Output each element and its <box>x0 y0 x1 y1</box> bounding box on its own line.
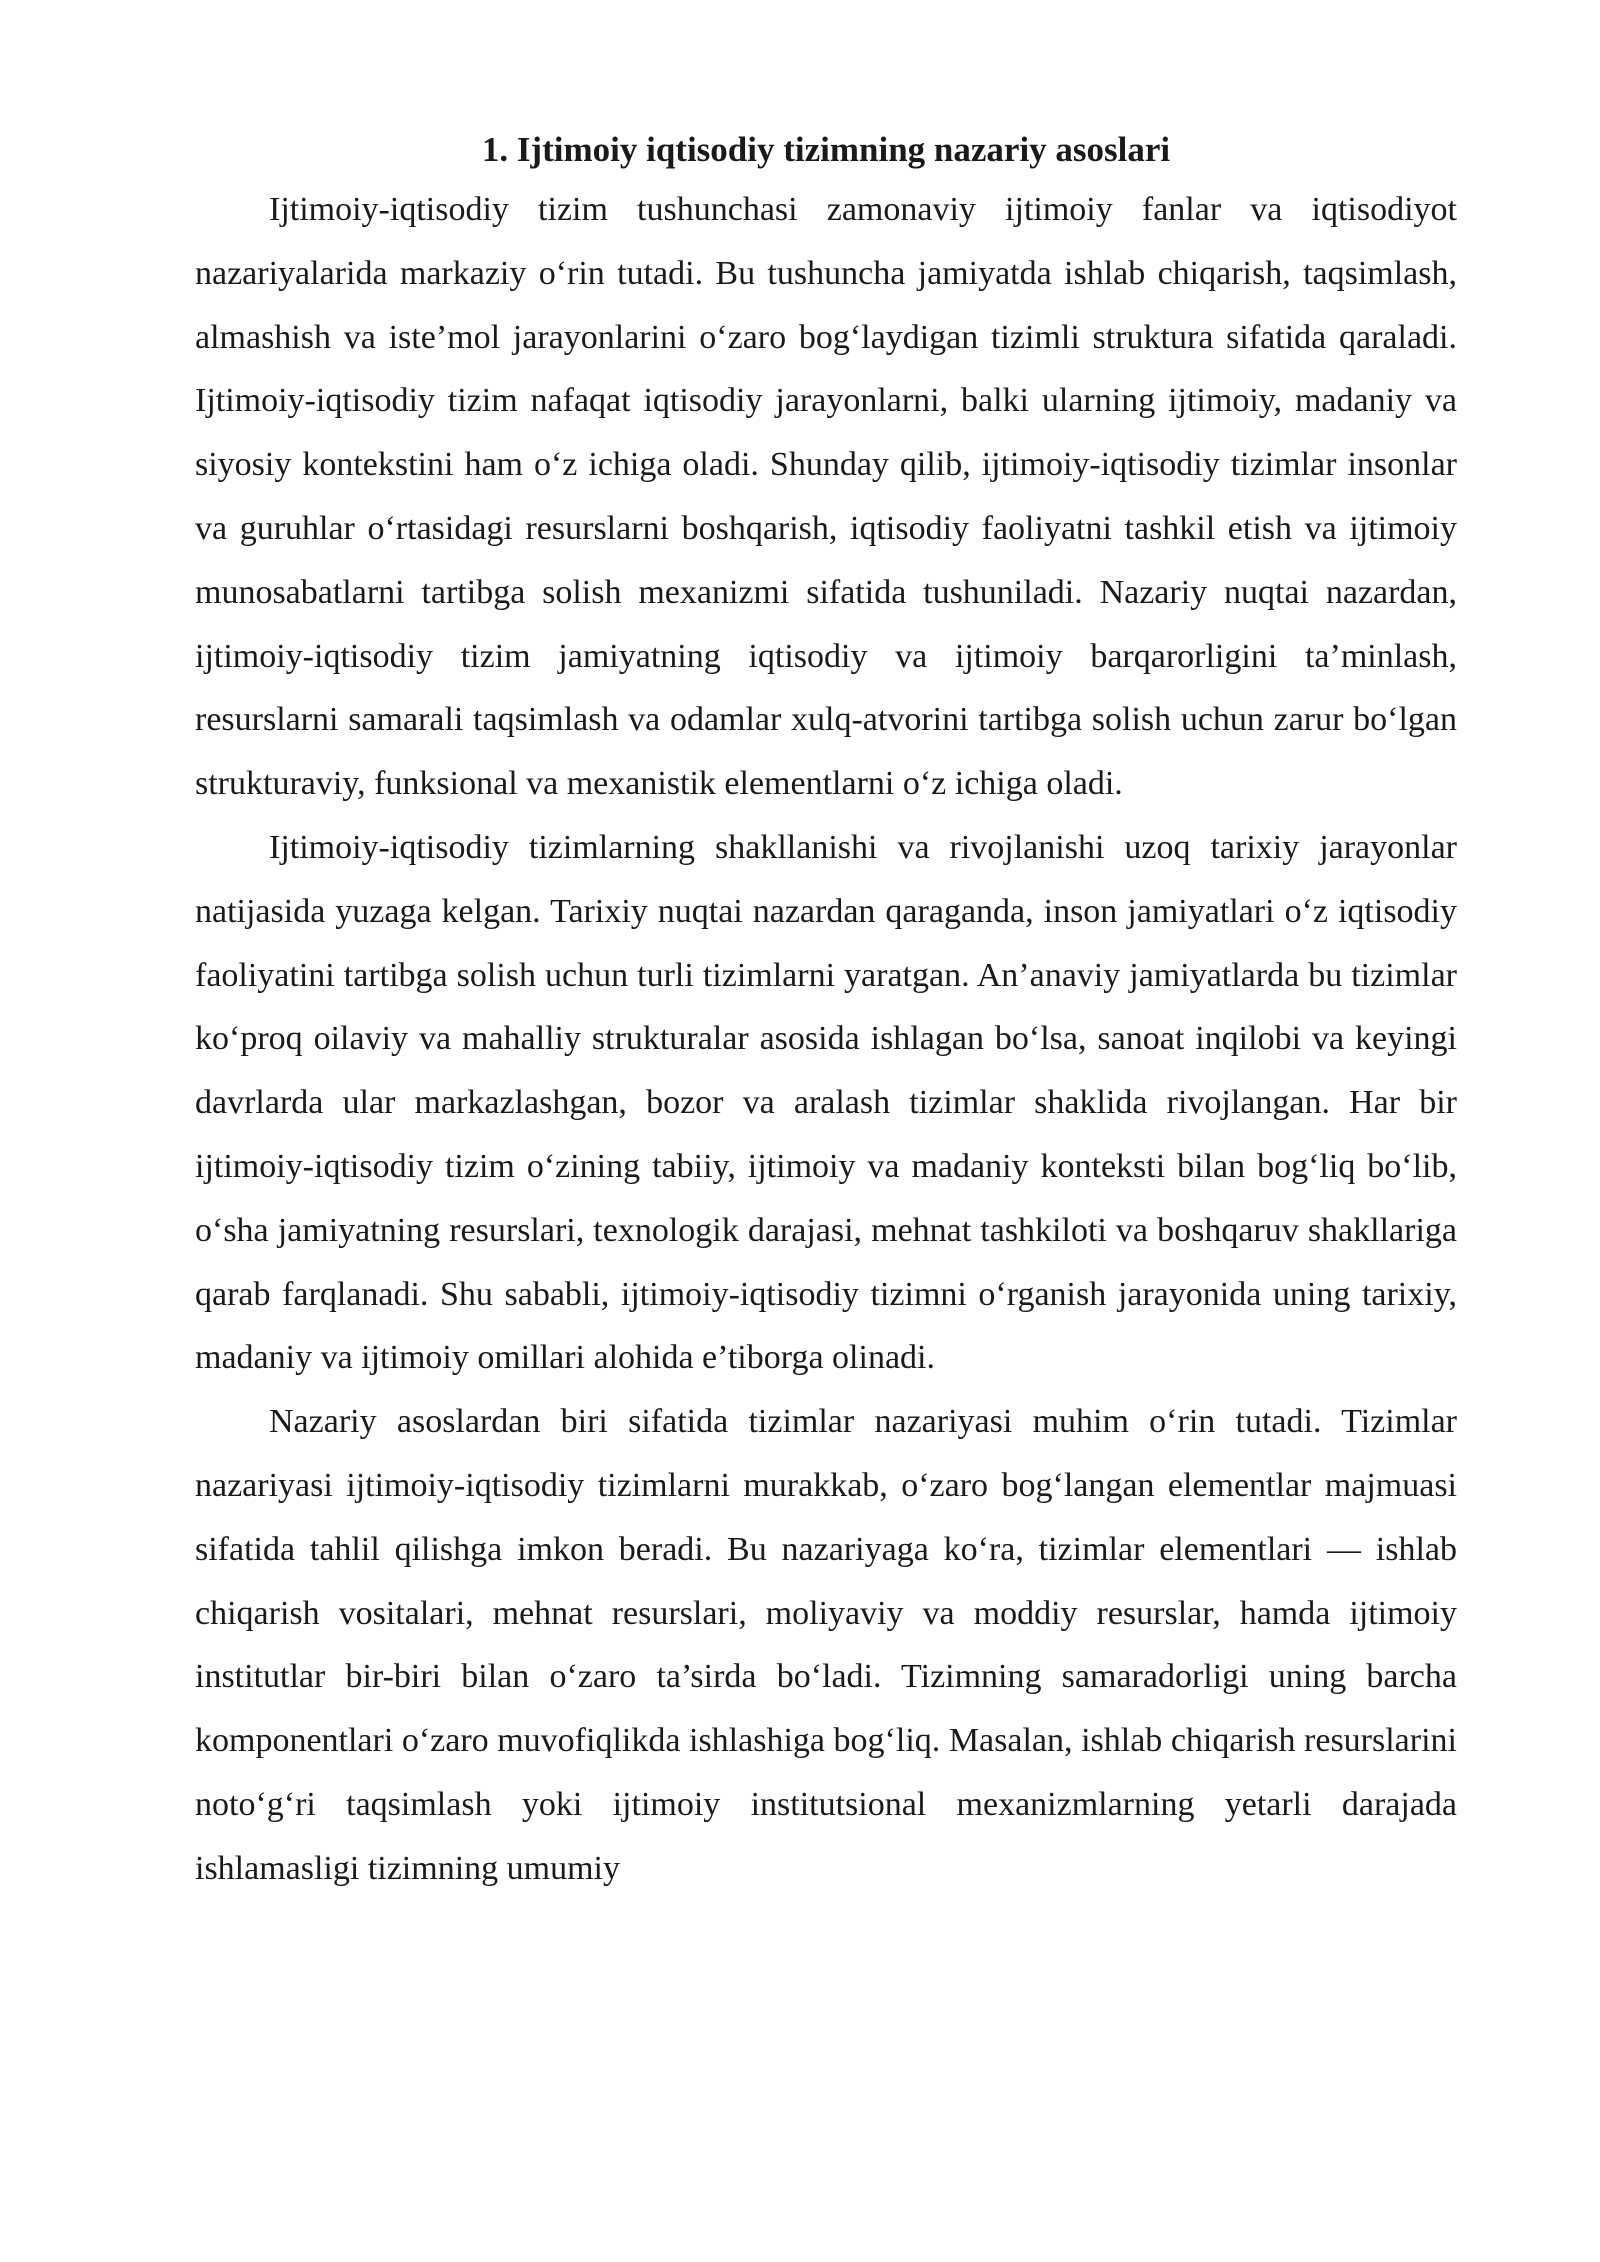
section-title: 1. Ijtimoiy iqtisodiy tizimning nazariy asoslari <box>481 130 1171 169</box>
paragraph-2: Ijtimoiy-iqtisodiy tizimlarning shakllanishi va rivojlanishi uzoq tarixiy jarayonlar natijasida yuzaga kelgan. Tarixiy nuqtai nazardan qaraganda, inson jamiyatlari o‘z iqtisodiy faoliyatini tartibga solish uchun turli tizimlarni yaratgan. An’anaviy jamiyatlarda bu tizimlar ko‘proq oilaviy va mahalliy strukturalar asosida ishlagan bo‘lsa, sanoat inqilobi va keyingi davrlarda ular markazlashgan, bozor va aralash tizimlar shaklida rivojlangan. Har bir ijtimoiy-iqtisodiy tizim o‘zining tabiiy, ijtimoiy va madaniy konteksti bilan bog‘liq bo‘lib, o‘sha jamiyatning resurslari, texnologik darajasi, mehnat tashkiloti va boshqaruv shakllariga qarab farqlanadi. Shu sababli, ijtimoiy-iqtisodiy tizimni o‘rganish jarayonida uning tarixiy, madaniy va ijtimoiy omillari alohida e’tiborga olinadi. <box>195 828 1457 1377</box>
paragraph-1: Ijtimoiy-iqtisodiy tizim tushunchasi zamonaviy ijtimoiy fanlar va iqtisodiyot nazariyalarida markaziy o‘rin tutadi. Bu tushuncha jamiyatda ishlab chiqarish, taqsimlash, almashish va iste’mol jarayonlarini o‘zaro bog‘laydigan tizimli struktura sifatida qaraladi. Ijtimoiy-iqtisodiy tizim nafaqat iqtisodiy jarayonlarni, balki ularning ijtimoiy, madaniy va siyosiy kontekstini ham o‘z ichiga oladi. Shunday qilib, ijtimoiy-iqtisodiy tizimlar insonlar va guruhlar o‘rtasidagi resurslarni boshqarish, iqtisodiy faoliyatni tashkil etish va ijtimoiy munosabatlarni tartibga solish mexanizmi sifatida tushuniladi. Nazariy nuqtai nazardan, ijtimoiy-iqtisodiy tizim jamiyatning iqtisodiy va ijtimoiy barqarorligini ta’minlash, resurslarni samarali taqsimlash va odamlar xulq-atvorini tartibga solish uchun zarur bo‘lgan strukturaviy, funksional va mexanistik elementlarni o‘z ichiga oladi. <box>195 191 1457 803</box>
document-page <box>195 122 1457 1901</box>
paragraph-3: Nazariy asoslardan biri sifatida tizimlar nazariyasi muhim o‘rin tutadi. Tizimlar nazariyasi ijtimoiy-iqtisodiy tizimlarni murakkab, o‘zaro bog‘langan elementlar majmuasi sifatida tahlil qilishga imkon beradi. Bu nazariyaga ko‘ra, tizimlar elementlari — ishlab chiqarish vositalari, mehnat resurslari, moliyaviy va moddiy resurslar, hamda ijtimoiy institutlar bir-biri bilan o‘zaro ta’sirda bo‘ladi. Tizimning samaradorligi uning barcha komponentlari o‘zaro muvofiqlikda ishlashiga bog‘liq. Masalan, ishlab chiqarish resurslarini noto‘g‘ri taqsimlash yoki ijtimoiy institutsional mexanizmlarning yetarli darajada ishlamasligi tizimning umumiy <box>195 1403 1457 1887</box>
